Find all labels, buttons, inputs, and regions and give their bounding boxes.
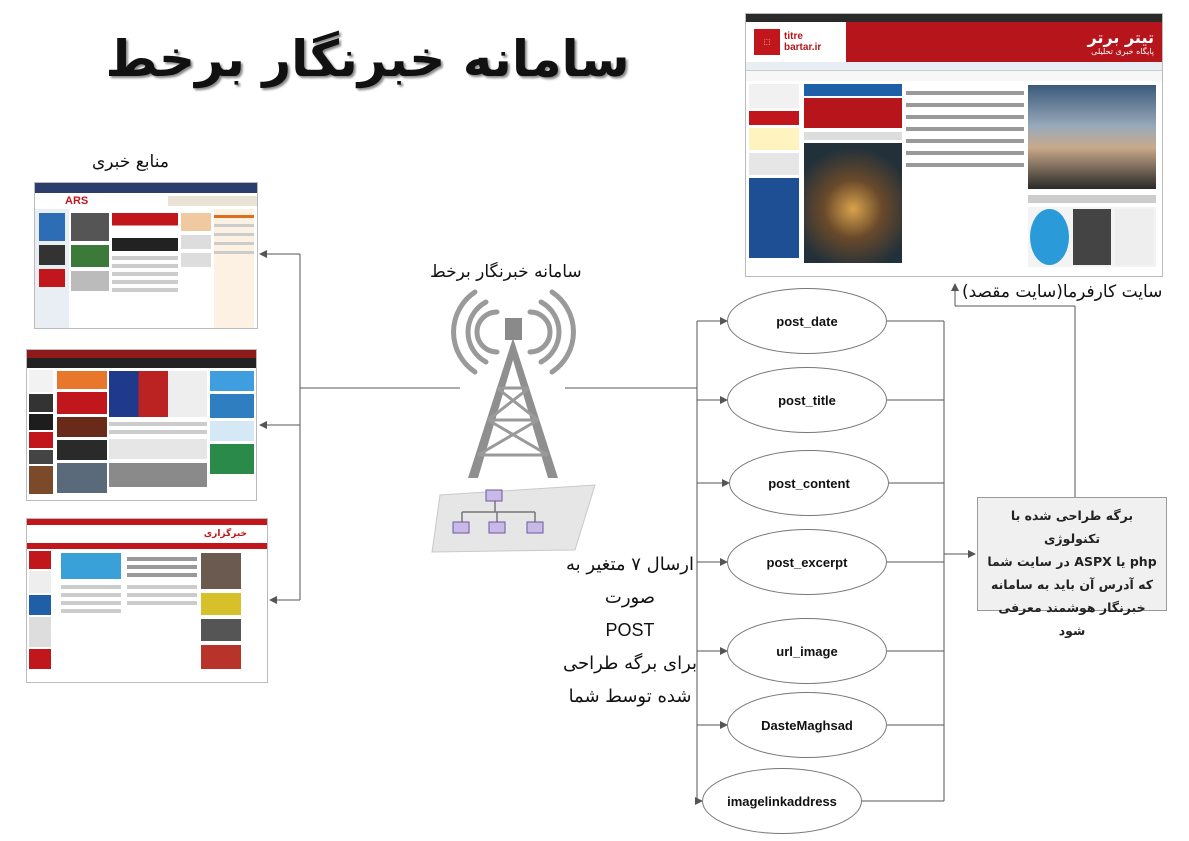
tower-label: سامانه خبرنگار برخط	[430, 262, 582, 282]
variable-post-content: post_content	[729, 450, 889, 516]
client-logo-en: titre bartar.ir	[784, 31, 822, 53]
tower-icon	[432, 292, 595, 552]
source-logo: خبرگزاری	[203, 529, 247, 539]
post-text-line: صورت	[604, 587, 656, 608]
source-logo: ARS	[65, 195, 89, 207]
news-sources-label: منابع خبری	[92, 152, 169, 172]
page-title: سامانه خبرنگار برخط	[105, 30, 630, 88]
client-site-screenshot: ⬚ titre bartar.ir تیتر برتر پایگاه خبری تحلیلی	[745, 13, 1163, 277]
variable-post-date: post_date	[727, 288, 887, 354]
post-text-line: شده توسط شما	[568, 686, 692, 707]
post-text-line: ارسال ۷ متغیر به	[566, 554, 694, 575]
client-site-label: سایت کارفرما(سایت مقصد)	[962, 282, 1163, 302]
note-line: خبرنگار هوشمند معرفی شود	[998, 600, 1146, 638]
note-line: php یا ASPX در سایت شما	[987, 554, 1157, 569]
post-description	[545, 548, 715, 713]
variable-post-title: post_title	[727, 367, 887, 433]
variable-url-image: url_image	[727, 618, 887, 684]
client-tagline: پایگاه خبری تحلیلی	[1091, 47, 1154, 56]
client-logo-fa: تیتر برتر	[1087, 28, 1154, 47]
note-line: که آدرس آن باید به سامانه	[991, 577, 1153, 592]
note-line: برگه طراحی شده با تکنولوژی	[1010, 508, 1134, 546]
post-text-line: برای برگه طراحی	[562, 653, 698, 674]
post-text-line: POST	[605, 620, 655, 640]
variable-post-excerpt: post_excerpt	[727, 529, 887, 595]
variable-image-link-address: imagelinkaddress	[702, 768, 862, 834]
variable-daste-maghsad: DasteMaghsad	[727, 692, 887, 758]
destination-page-note	[977, 497, 1167, 638]
